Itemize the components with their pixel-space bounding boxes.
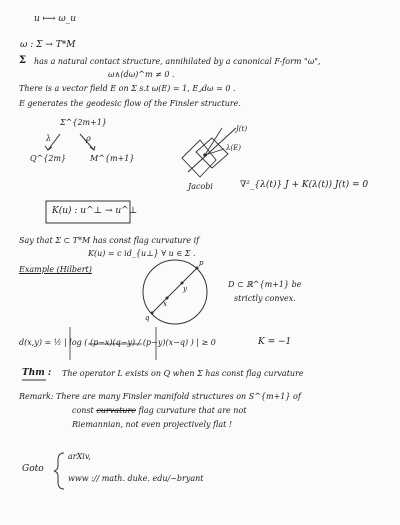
sigma-label: Σ^{2m+1}: [60, 118, 108, 127]
domain-line-1: D ⊂ ℝ^{m+1} be: [228, 280, 302, 289]
url-reference: www :// math. duke. edu/~bryant: [68, 474, 204, 483]
line-1: u ⟼ ω_u: [34, 14, 77, 24]
remark-struck-word: curvature: [96, 406, 136, 415]
boxed-operator: K(u) : u^⊥ → u^⊥: [52, 206, 138, 216]
remark-line-1: Remark: There are many Finsler manifold structures on S^{m+1} of: [19, 392, 301, 401]
say-line-2: K(u) = c id_{u⊥} ∀ u ∈ Σ .: [88, 249, 196, 258]
goto-label: Goto: [22, 464, 44, 474]
m-label: M^{m+1}: [90, 154, 135, 163]
line-5: There is a vector field E on Σ s.t ω(E) = 1, E⌟dω = 0 .: [19, 84, 236, 93]
theorem-text: The operator L exists on Q when Σ has const flag curvature: [62, 369, 304, 378]
lambda-e-label: λ(E): [226, 144, 242, 152]
say-line-1: Say that Σ ⊂ T*M has const flag curvature if: [19, 236, 200, 245]
line-2: ω : Σ → T*M: [20, 40, 76, 50]
line-6: E generates the geodesic flow of the Finsler structure.: [19, 99, 241, 108]
q-label: Q^{2m}: [30, 154, 67, 163]
point-p: p: [199, 259, 204, 267]
line-3: has a natural contact structure, annihilated by a canonical F-form "ω",: [34, 57, 321, 66]
line-4: ω∧(dω)^m ≠ 0 .: [108, 70, 175, 79]
line-3-sigma: Σ: [19, 55, 27, 66]
jacobi-field-sketch: [182, 128, 236, 177]
curvature-value: K = −1: [258, 337, 292, 347]
jacobi-label: Jacobi: [188, 182, 213, 191]
lambda-label: λ: [46, 134, 52, 143]
remark-const: const: [72, 406, 94, 415]
rho-label: ρ: [86, 134, 91, 143]
example-heading: Example (Hilbert): [19, 265, 92, 274]
point-x: x: [163, 300, 167, 308]
arxiv-reference: arXiv,: [68, 452, 91, 461]
remark-flag-curvature: flag curvature that are not: [138, 406, 247, 415]
jacobi-equation: ∇²_{λ(t)} J + K(λ(t)) J(t) = 0: [240, 180, 369, 190]
remark-line-2: [72, 406, 246, 415]
domain-line-2: strictly convex.: [234, 294, 296, 303]
point-q: q: [145, 314, 150, 322]
point-y: y: [183, 285, 187, 293]
theorem-label: Thm :: [22, 368, 52, 378]
distance-formula: d(x,y) = ½ | log ( (p−x)(q−y) / (p−y)(x−q) ) | ≥ 0: [19, 338, 216, 347]
brace-icon: [54, 453, 64, 489]
jacobi-j-label: J(t): [236, 125, 248, 133]
hilbert-disk-sketch: [143, 260, 207, 324]
remark-line-3: Riemannian, not even projectively flat !: [72, 420, 233, 429]
